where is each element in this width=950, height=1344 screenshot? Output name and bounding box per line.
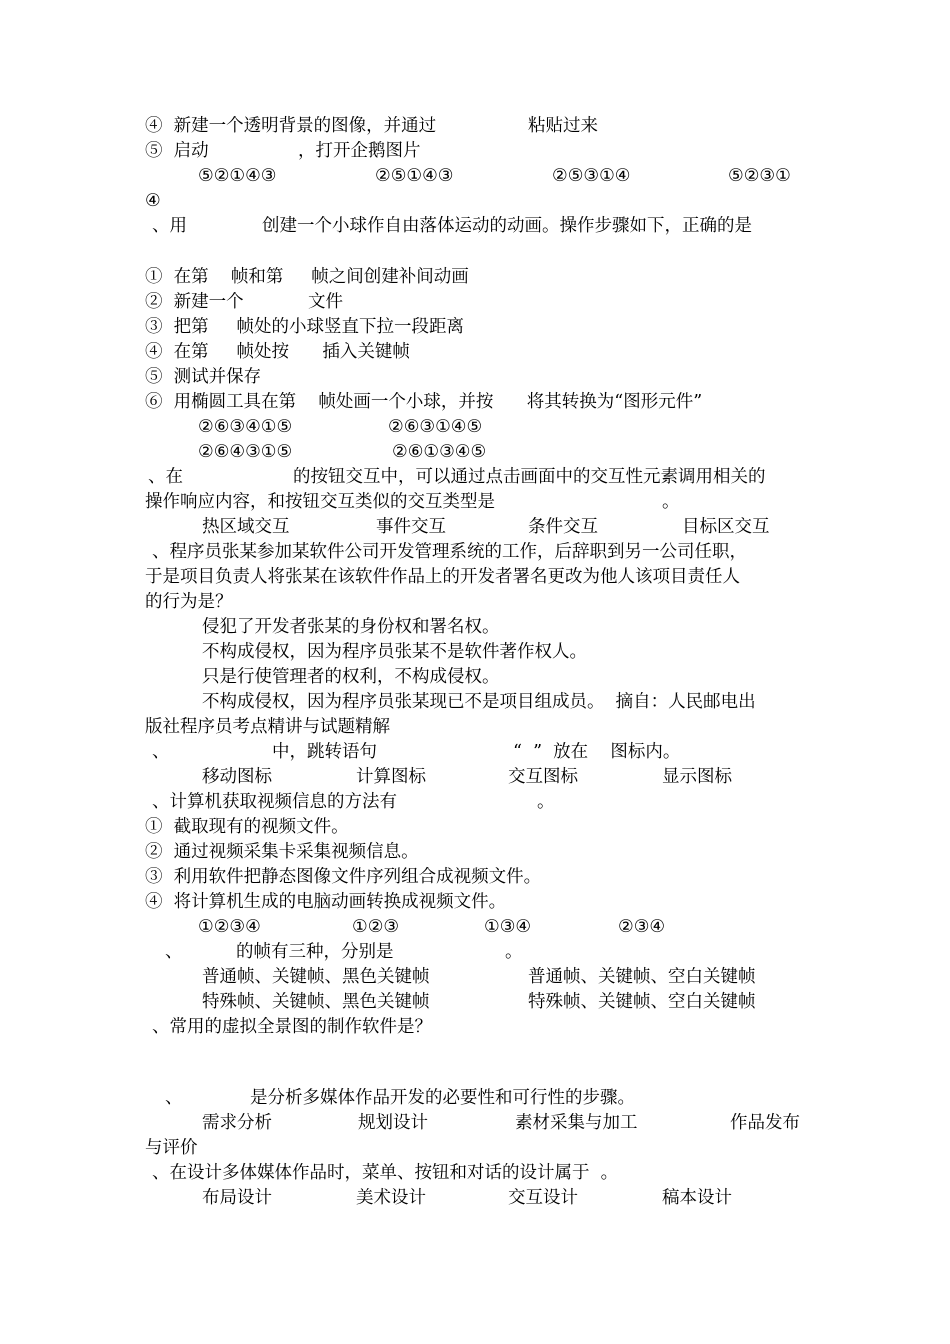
text-segment: 特殊帧、关键帧、黑色关键帧 [202, 992, 430, 1012]
text-segment: “ ” 放在 图标内。 [513, 742, 681, 762]
text-segment: 美术设计 [356, 1188, 426, 1208]
text-segment: 、 [152, 742, 170, 762]
text-segment: ⑤②③① [728, 166, 791, 186]
text-segment: ②⑤①④③ [375, 166, 454, 186]
text-segment: ④ 将计算机生成的电脑动画转换成视频文件。 [145, 892, 507, 912]
text-segment: 、用 [152, 216, 187, 236]
text-segment: 文件 [308, 292, 343, 312]
text-segment: 、常用的虚拟全景图的制作软件是？ [152, 1017, 432, 1037]
text-line [202, 665, 500, 689]
text-line [145, 865, 541, 889]
text-line [145, 114, 598, 138]
text-segment: 计算图标 [356, 767, 426, 787]
text-segment: ② 新建一个 [145, 292, 244, 312]
text-segment: 移动图标 [202, 767, 272, 787]
text-segment: 。 [537, 792, 555, 812]
text-segment: 目标区交互 [682, 517, 770, 537]
text-segment: 的帧有三种，分别是 [236, 942, 394, 962]
text-segment: ④ 在第 帧处按 插入关键帧 [145, 342, 410, 362]
text-line [202, 990, 756, 1014]
text-line [152, 740, 681, 764]
text-line [152, 1015, 432, 1039]
text-segment: 的行为是？ [145, 592, 233, 612]
text-segment: 中，跳转语句 [272, 742, 377, 762]
text-segment: 只是行使管理者的权利，不构成侵权。 [202, 667, 500, 687]
text-line [202, 640, 587, 664]
text-line [145, 590, 233, 614]
text-segment: 普通帧、关键帧、空白关键帧 [528, 967, 756, 987]
text-segment: ② 通过视频采集卡采集视频信息。 [145, 842, 419, 862]
text-segment: ，打开企鹅图片 [298, 141, 421, 161]
text-segment: ⑤②①④③ [198, 166, 277, 186]
text-segment: ②③④ [618, 917, 666, 937]
text-line [198, 415, 483, 439]
text-segment: 作品发布 [730, 1113, 800, 1133]
text-line [145, 490, 680, 514]
text-line [145, 840, 419, 864]
text-line [202, 1111, 800, 1135]
text-segment: ①③④ [484, 917, 532, 937]
text-segment: ① 在第 帧和第 帧之间创建补间动画 [145, 267, 469, 287]
text-segment: 。 [662, 492, 680, 512]
text-line [202, 690, 756, 714]
text-segment: ①②③ [352, 917, 400, 937]
text-line [165, 1086, 635, 1110]
text-segment: 规划设计 [358, 1113, 428, 1133]
text-segment: ⑥ 用椭圆工具在第 帧处画一个小球，并按 将其转换为“图形元件” [145, 392, 703, 412]
text-line [145, 1136, 198, 1160]
text-line [152, 540, 747, 564]
text-line [202, 615, 500, 639]
text-segment: ②⑥①③④⑤ [392, 442, 487, 462]
text-segment: 素材采集与加工 [515, 1113, 638, 1133]
text-segment: 不构成侵权，因为程序员张某不是软件著作权人。 [202, 642, 587, 662]
text-segment: ④ [145, 191, 161, 211]
text-segment: 侵犯了开发者张某的身份权和署名权。 [202, 617, 500, 637]
text-segment: 、在 [148, 467, 183, 487]
text-line [145, 365, 261, 389]
text-line [198, 440, 487, 464]
text-segment: ②⑥③④①⑤ [198, 417, 293, 437]
text-segment: 操作响应内容，和按钮交互类似的交互类型是 [145, 492, 495, 512]
text-line [152, 214, 752, 238]
text-line [202, 965, 756, 989]
text-segment: ②⑤③①④ [552, 166, 631, 186]
text-line [198, 164, 791, 188]
text-segment: 显示图标 [662, 767, 732, 787]
text-segment: 、程序员张某参加某软件公司开发管理系统的工作，后辞职到另一公司任职， [152, 542, 747, 562]
text-line [145, 265, 469, 289]
text-line [202, 765, 732, 789]
text-line [148, 465, 766, 489]
text-segment: 需求分析 [202, 1113, 272, 1133]
text-line [152, 790, 555, 814]
text-line [145, 390, 702, 414]
text-line [145, 189, 161, 213]
text-segment: 、在设计多体媒体作品时，菜单、按钮和对话的设计属于 。 [152, 1163, 619, 1183]
text-line [165, 940, 523, 964]
text-segment: 热区域交互 [202, 517, 290, 537]
text-segment: ⑤ 启动 [145, 141, 209, 161]
text-segment: 事件交互 [376, 517, 446, 537]
text-segment: ④ 新建一个透明背景的图像，并通过 [145, 116, 437, 136]
text-segment: 特殊帧、关键帧、空白关键帧 [528, 992, 756, 1012]
text-line [145, 890, 506, 914]
text-segment: ①②③④ [198, 917, 261, 937]
text-segment: 交互图标 [508, 767, 578, 787]
text-segment: 、 [165, 942, 183, 962]
text-segment: ③ 把第 帧处的小球竖直下拉一段距离 [145, 317, 464, 337]
text-line [152, 1161, 618, 1185]
text-segment: 粘贴过来 [528, 116, 598, 136]
text-segment: 条件交互 [528, 517, 598, 537]
text-line [145, 315, 464, 339]
text-line [145, 340, 410, 364]
text-line [145, 715, 390, 739]
text-segment: 的按钮交互中，可以通过点击画面中的交互性元素调用相关的 [293, 467, 766, 487]
text-segment: ⑤ 测试并保存 [145, 367, 262, 387]
text-segment: 版社程序员考点精讲与试题精解 [145, 717, 390, 737]
text-segment: ②⑥③①④⑤ [388, 417, 483, 437]
text-segment: 与评价 [145, 1138, 198, 1158]
text-segment: ③ 利用软件把静态图像文件序列组合成视频文件。 [145, 867, 542, 887]
text-line [198, 915, 666, 939]
text-segment: 稿本设计 [662, 1188, 732, 1208]
text-line [145, 815, 349, 839]
text-segment: 、 [165, 1088, 183, 1108]
text-segment: 不构成侵权，因为程序员张某现已不是项目组成员。 摘自：人民邮电出 [202, 692, 756, 712]
text-segment: 创建一个小球作自由落体运动的动画。操作步骤如下，正确的是 [262, 216, 752, 236]
text-segment: 。 [505, 942, 523, 962]
text-line [145, 565, 740, 589]
text-segment: 、计算机获取视频信息的方法有 [152, 792, 397, 812]
text-segment: 于是项目负责人将张某在该软件作品上的开发者署名更改为他人该项目责任人 [145, 567, 740, 587]
text-segment: ②⑥④③①⑤ [198, 442, 293, 462]
text-line [145, 139, 421, 163]
text-line [202, 1186, 732, 1210]
text-segment: 是分析多媒体作品开发的必要性和可行性的步骤。 [250, 1088, 635, 1108]
text-segment: 普通帧、关键帧、黑色关键帧 [202, 967, 430, 987]
text-segment: 交互设计 [508, 1188, 578, 1208]
text-segment: ① 截取现有的视频文件。 [145, 817, 349, 837]
text-segment: 布局设计 [202, 1188, 272, 1208]
text-line [202, 515, 770, 539]
text-line [145, 290, 343, 314]
